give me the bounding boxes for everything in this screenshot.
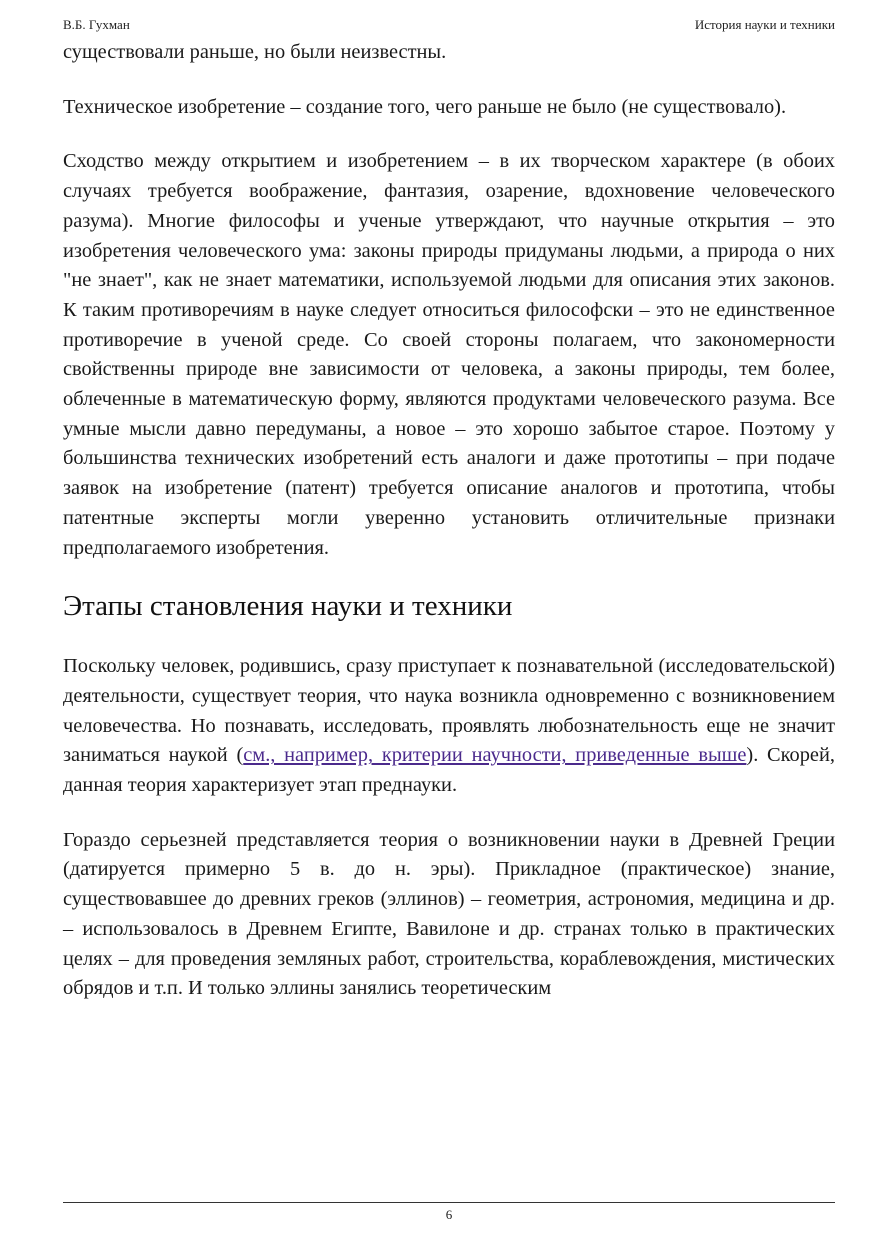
paragraph-discovery-vs-invention: Сходство между открытием и изобретением – в их творческом характере (в обоих случаях требуется воображение, фантазия, озарение, вдохновение человеческого разума). Многие философы и ученые утверждают, что научные открытия – это изобретения человеческого ума: законы природы придуманы людьми, а природа о них "не знает", как не знает математики, используемой людьми для описания этих законов. К таким противоречиям в науке следует относиться философски – это не единственное противоречие в ученой среде. Со своей стороны полагаем, что закономерности свойственны природе вне зависимости от человека, а законы природы, тем более, облеченные в математическую форму, являются продуктами человеческого разума. Все умные мысли давно передуманы, а новое – это хорошо забытое старое. Поэтому у большинства технических изобретений есть аналоги и даже прототипы – при подаче заявок на изобретение (патент) требуется описание аналогов и прототипа, чтобы патентные эксперты могли уверенно установить отличительные признаки предполагаемого изобретения. <box>63 150 835 559</box>
paragraph-continuation: существовали раньше, но были неизвестны. <box>63 41 447 63</box>
page-number: 6 <box>445 1207 453 1222</box>
header-book-title: История науки и техники <box>694 17 835 32</box>
paragraph-ancient-greece: Гораздо серьезней представляется теория о возникновении науки в Древней Греции (датируется примерно 5 в. до н. эры). Прикладное (практическое) знание, существовавшее до древних греков (эллинов) – геометрия, астрономия, медицина и др. – использовалось в Древнем Египте, Вавилоне и др. странах только в практических целях – для проведения земляных работ, строительства, кораблевождения, мистических обрядов и т.п. И только эллины занялись теоретическим <box>63 828 835 1000</box>
paragraph-technical-invention: Техническое изобретение – создание того, чего раньше не было (не существовало). <box>63 95 787 118</box>
criteria-link[interactable]: см., например, критерии научности, приведенные выше <box>243 744 747 767</box>
page-body <box>63 38 835 1029</box>
paragraph-prescience-text-start: Поскольку человек, родившись, сразу приступает к познавательной (исследовательской) деятельности, существует теория, что наука возникла одновременно с возникновением человечества. Но познавать, исследовать, проявлять любознательность еще не значит заниматься наукой ( <box>63 655 835 767</box>
header-author: В.Б. Гухман <box>63 17 130 32</box>
footer-divider <box>63 1202 835 1203</box>
document-page <box>63 0 835 1241</box>
paragraph-prescience-text-end: ). Скорей, данная теория характеризует этап преднауки. <box>63 744 835 797</box>
running-header <box>63 17 835 35</box>
paragraph-prescience <box>63 652 835 801</box>
section-heading: Этапы становления науки и техники <box>63 590 513 623</box>
